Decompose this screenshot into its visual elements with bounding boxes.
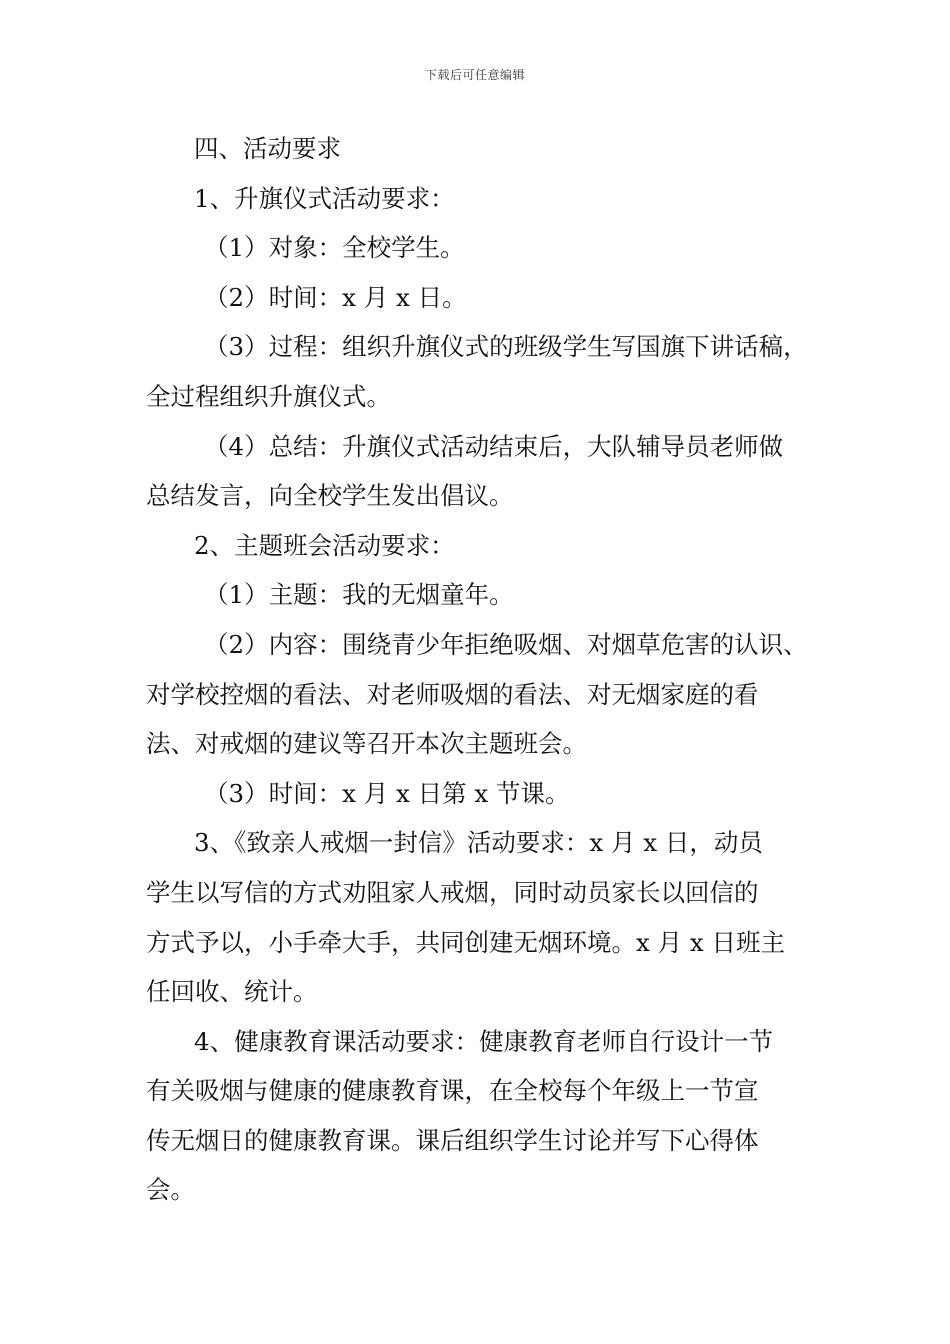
body-line: （2）时间：x 月 x 日。 [204,282,467,312]
body-line: 3、《致亲人戒烟一封信》活动要求：x 月 x 日，动员 [194,828,763,858]
body-line: 四、活动要求 [194,134,341,163]
body-line: 2、主题班会活动要求： [194,530,455,560]
body-line: 总结发言，向全校学生发出倡议。 [146,481,514,511]
body-line: 法、对戒烟的建议等召开本次主题班会。 [146,729,587,759]
body-line: 有关吸烟与健康的健康教育课，在全校每个年级上一节宣 [146,1076,759,1106]
body-line: （4）总结：升旗仪式活动结束后，大队辅导员老师做 [204,431,784,461]
document-body [146,124,811,1215]
body-line: 方式予以，小手牵大手，共同创建无烟环境。x 月 x 日班主 [146,927,785,957]
body-line: 全过程组织升旗仪式。 [146,381,391,411]
body-line: 4、健康教育课活动要求：健康教育老师自行设计一节 [194,1026,774,1056]
body-line: 1、升旗仪式活动要求： [194,183,455,213]
body-line: 学生以写信的方式劝阻家人戒烟，同时动员家长以回信的 [146,877,759,907]
body-line: 传无烟日的健康教育课。课后组织学生讨论并写下心得体 [146,1125,759,1155]
body-line: 任回收、统计。 [146,977,318,1007]
body-line: 会。 [146,1175,195,1205]
body-line: 对学校控烟的看法、对老师吸烟的看法、对无烟家庭的看 [146,679,759,709]
page-header-note: 下载后可任意编辑 [424,68,525,82]
body-line: （2）内容：围绕青少年拒绝吸烟、对烟草危害的认识、 [204,629,808,659]
body-line: （1）主题：我的无烟童年。 [204,580,514,610]
body-line: （1）对象：全校学生。 [204,233,465,263]
body-line: （3）时间：x 月 x 日第 x 节课。 [204,778,570,808]
body-line: （3）过程：组织升旗仪式的班级学生写国旗下讲话稿， [204,332,808,362]
